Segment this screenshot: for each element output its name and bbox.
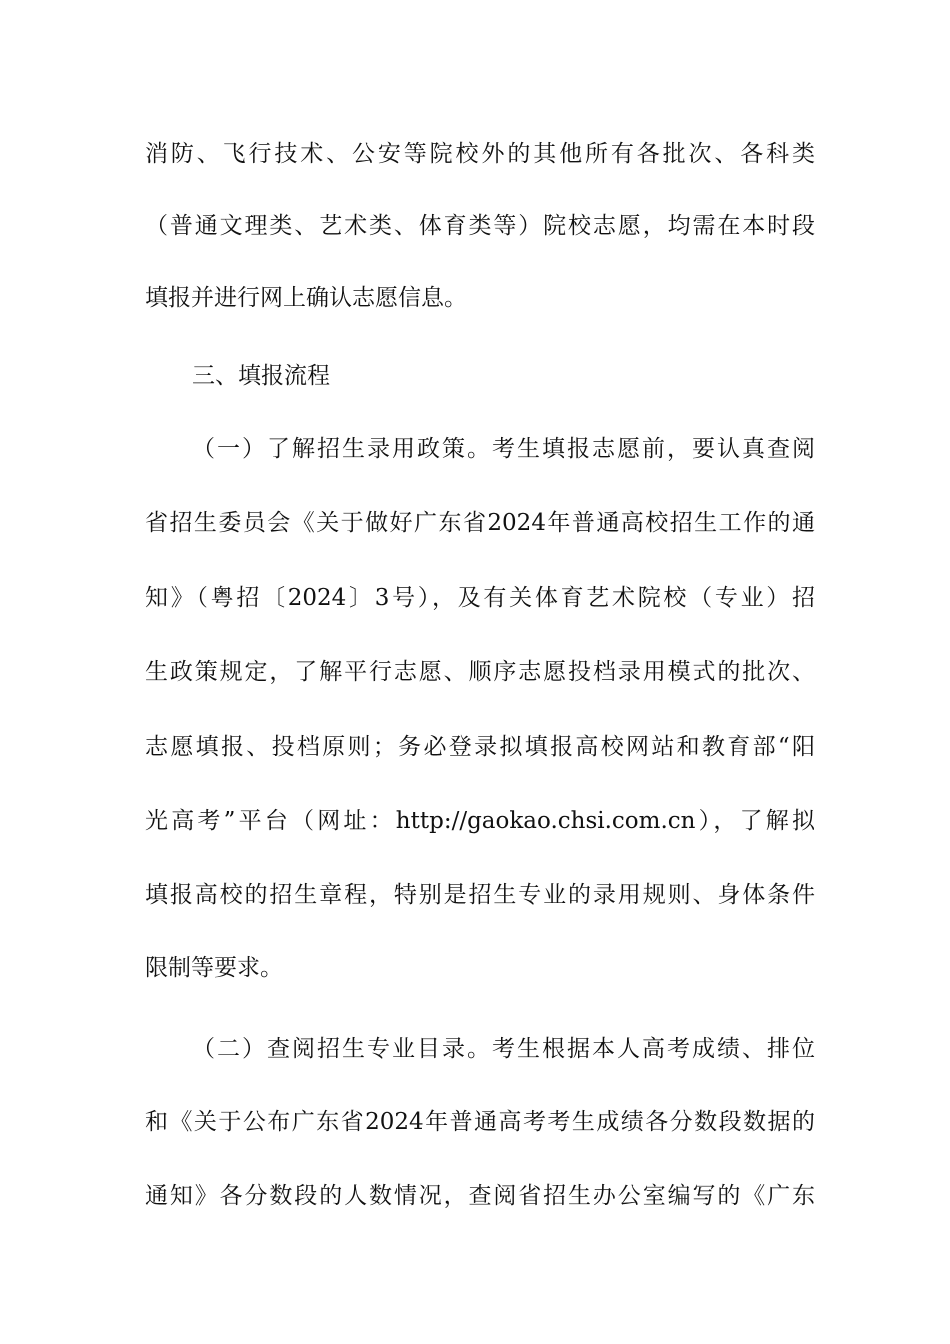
text-line: 志愿填报、投档原则；务必登录拟填报高校网站和教育部“阳 (145, 734, 815, 760)
text-line: 通知》各分数段的人数情况，查阅省招生办公室编写的《广东 (145, 1183, 815, 1209)
paragraph-first-line: （一）了解招生录用政策。考生填报志愿前，要认真查阅 (192, 436, 815, 462)
text-line: 和《关于公布广东省2024年普通高考考生成绩各分数段数据的 (145, 1109, 815, 1135)
text-line: 填报并进行网上确认志愿信息。 (145, 285, 467, 311)
text-line: 光高考”平台（网址：http://gaokao.chsi.com.cn），了解拟 (145, 808, 815, 834)
text-line: 消防、飞行技术、公安等院校外的其他所有各批次、各科类 (145, 141, 815, 167)
text-line: 限制等要求。 (145, 955, 283, 981)
text-line: 填报高校的招生章程，特别是招生专业的录用规则、身体条件 (145, 882, 815, 908)
text-line: 省招生委员会《关于做好广东省2024年普通高校招生工作的通 (145, 510, 815, 536)
paragraph-first-line: （二）查阅招生专业目录。考生根据本人高考成绩、排位 (192, 1036, 815, 1062)
section-heading: 三、填报流程 (192, 363, 330, 389)
text-line: 知》（粤招〔2024〕3号），及有关体育艺术院校（专业）招 (145, 585, 815, 611)
text-line: 生政策规定，了解平行志愿、顺序志愿投档录用模式的批次、 (145, 659, 815, 685)
text-line: （普通文理类、艺术类、体育类等）院校志愿，均需在本时段 (145, 213, 815, 239)
